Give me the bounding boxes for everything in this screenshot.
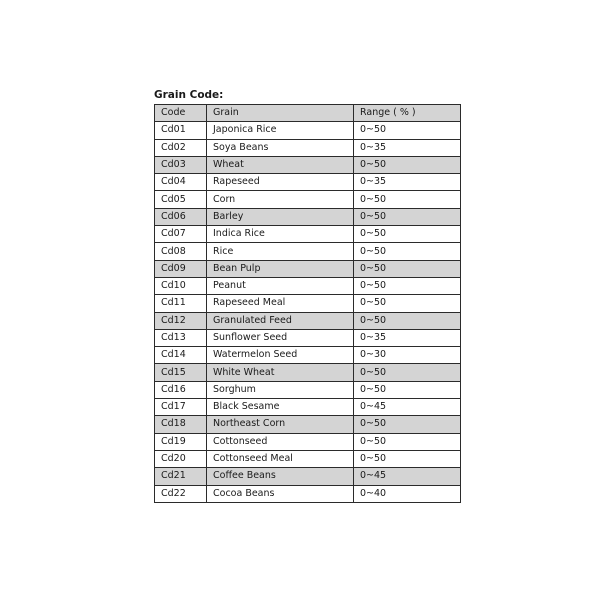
cell-range: 0~35 bbox=[354, 329, 461, 346]
table-row bbox=[155, 277, 461, 294]
cell-code: Cd17 bbox=[155, 399, 207, 416]
cell-range: 0~50 bbox=[354, 312, 461, 329]
cell-grain: Bean Pulp bbox=[207, 260, 354, 277]
table-row bbox=[155, 399, 461, 416]
cell-grain: Wheat bbox=[207, 156, 354, 173]
table-caption: Grain Code: bbox=[154, 89, 224, 101]
cell-code: Cd12 bbox=[155, 312, 207, 329]
cell-grain: Rapeseed Meal bbox=[207, 295, 354, 312]
cell-grain: Coffee Beans bbox=[207, 468, 354, 485]
cell-range: 0~40 bbox=[354, 485, 461, 502]
cell-range: 0~50 bbox=[354, 122, 461, 139]
cell-code: Cd06 bbox=[155, 208, 207, 225]
grain-code-table bbox=[154, 104, 461, 503]
cell-code: Cd16 bbox=[155, 381, 207, 398]
cell-range: 0~50 bbox=[354, 226, 461, 243]
table-row bbox=[155, 174, 461, 191]
table-row bbox=[155, 208, 461, 225]
header-grain: Grain bbox=[207, 105, 354, 122]
cell-range: 0~50 bbox=[354, 277, 461, 294]
cell-range: 0~50 bbox=[354, 416, 461, 433]
table-row bbox=[155, 329, 461, 346]
cell-code: Cd14 bbox=[155, 347, 207, 364]
cell-code: Cd04 bbox=[155, 174, 207, 191]
cell-range: 0~50 bbox=[354, 450, 461, 467]
cell-code: Cd05 bbox=[155, 191, 207, 208]
table-row bbox=[155, 243, 461, 260]
cell-code: Cd18 bbox=[155, 416, 207, 433]
cell-code: Cd08 bbox=[155, 243, 207, 260]
cell-grain: Sorghum bbox=[207, 381, 354, 398]
cell-grain: Rice bbox=[207, 243, 354, 260]
table-row bbox=[155, 139, 461, 156]
cell-code: Cd20 bbox=[155, 450, 207, 467]
cell-range: 0~45 bbox=[354, 468, 461, 485]
table-row bbox=[155, 347, 461, 364]
table-row bbox=[155, 381, 461, 398]
cell-code: Cd10 bbox=[155, 277, 207, 294]
cell-range: 0~35 bbox=[354, 174, 461, 191]
header-range: Range ( % ) bbox=[354, 105, 461, 122]
cell-grain: Granulated Feed bbox=[207, 312, 354, 329]
cell-range: 0~50 bbox=[354, 208, 461, 225]
cell-grain: Black Sesame bbox=[207, 399, 354, 416]
cell-grain: Barley bbox=[207, 208, 354, 225]
cell-range: 0~50 bbox=[354, 295, 461, 312]
table-row bbox=[155, 295, 461, 312]
table-row bbox=[155, 485, 461, 502]
cell-code: Cd11 bbox=[155, 295, 207, 312]
table-row bbox=[155, 156, 461, 173]
cell-grain: Corn bbox=[207, 191, 354, 208]
table-row bbox=[155, 260, 461, 277]
cell-code: Cd01 bbox=[155, 122, 207, 139]
cell-code: Cd03 bbox=[155, 156, 207, 173]
cell-grain: Northeast Corn bbox=[207, 416, 354, 433]
cell-range: 0~50 bbox=[354, 243, 461, 260]
table-row bbox=[155, 122, 461, 139]
cell-code: Cd15 bbox=[155, 364, 207, 381]
table-header-row bbox=[155, 105, 461, 122]
cell-range: 0~50 bbox=[354, 381, 461, 398]
cell-code: Cd21 bbox=[155, 468, 207, 485]
cell-grain: Peanut bbox=[207, 277, 354, 294]
table-row bbox=[155, 433, 461, 450]
table-row bbox=[155, 226, 461, 243]
cell-grain: Cottonseed bbox=[207, 433, 354, 450]
cell-grain: Soya Beans bbox=[207, 139, 354, 156]
cell-grain: Japonica Rice bbox=[207, 122, 354, 139]
cell-grain: Cottonseed Meal bbox=[207, 450, 354, 467]
cell-code: Cd19 bbox=[155, 433, 207, 450]
table-row bbox=[155, 364, 461, 381]
cell-range: 0~50 bbox=[354, 191, 461, 208]
table-row bbox=[155, 312, 461, 329]
table-row bbox=[155, 468, 461, 485]
cell-code: Cd09 bbox=[155, 260, 207, 277]
header-code: Code bbox=[155, 105, 207, 122]
cell-code: Cd13 bbox=[155, 329, 207, 346]
cell-grain: Watermelon Seed bbox=[207, 347, 354, 364]
cell-grain: White Wheat bbox=[207, 364, 354, 381]
cell-range: 0~30 bbox=[354, 347, 461, 364]
cell-range: 0~50 bbox=[354, 156, 461, 173]
cell-code: Cd02 bbox=[155, 139, 207, 156]
table-row bbox=[155, 450, 461, 467]
cell-grain: Indica Rice bbox=[207, 226, 354, 243]
cell-range: 0~50 bbox=[354, 433, 461, 450]
cell-code: Cd07 bbox=[155, 226, 207, 243]
table-row bbox=[155, 191, 461, 208]
cell-grain: Cocoa Beans bbox=[207, 485, 354, 502]
table-body bbox=[155, 122, 461, 503]
table-row bbox=[155, 416, 461, 433]
cell-code: Cd22 bbox=[155, 485, 207, 502]
cell-grain: Rapeseed bbox=[207, 174, 354, 191]
cell-range: 0~50 bbox=[354, 260, 461, 277]
cell-range: 0~50 bbox=[354, 364, 461, 381]
cell-grain: Sunflower Seed bbox=[207, 329, 354, 346]
cell-range: 0~35 bbox=[354, 139, 461, 156]
cell-range: 0~45 bbox=[354, 399, 461, 416]
